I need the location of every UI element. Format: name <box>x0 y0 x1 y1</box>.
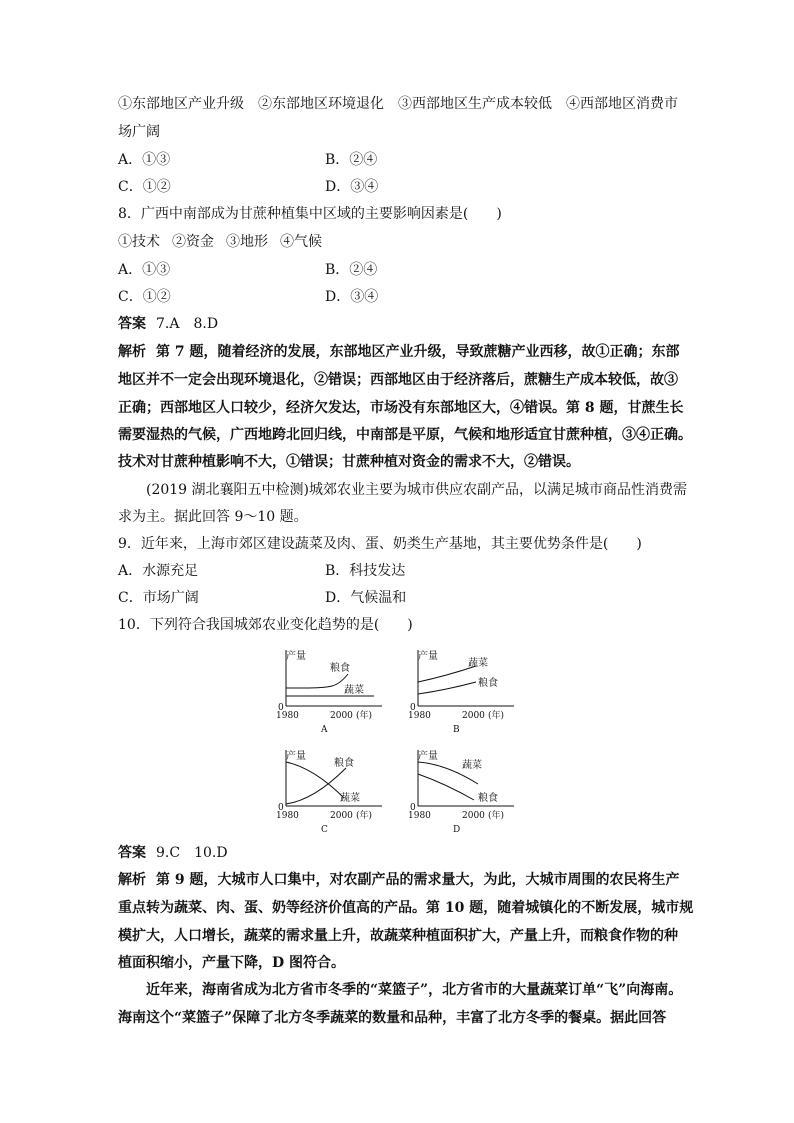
q8-option-4: ④气候 <box>280 234 322 250</box>
chart-d-label: D <box>453 825 461 835</box>
chart-d-tick-1980: 1980 <box>408 811 431 821</box>
chart-b-tick-1980: 1980 <box>408 711 431 721</box>
q8-choice-d: D．③④ <box>325 289 379 305</box>
explanation-9-10-line-4: 植面积缩小，产量下降，D 图符合。 <box>118 955 346 971</box>
explanation-9-10-line-2: 重点转为蔬菜、肉、蛋、奶等经济价值高的产品。第 10 题，随着城镇化的不断发展，城市规 <box>118 900 694 916</box>
chart-d-origin: 0 <box>410 803 416 813</box>
chart-b-ylabel: 产量 <box>418 651 438 662</box>
chart-b-series-veg-label: 蔬菜 <box>468 658 488 669</box>
q10-title: 10．下列符合我国城郊农业变化趋势的是( ) <box>118 617 413 633</box>
chart-d-tick-2000: 2000 <box>462 811 485 821</box>
q7-choice-c: C．①② <box>118 179 171 195</box>
chart-c-series-grain-label: 粮食 <box>334 758 354 769</box>
chart-b-xlabel: (年) <box>488 711 505 721</box>
chart-a-ylabel: 产量 <box>286 651 306 662</box>
answer-9-10 <box>118 843 228 863</box>
q7-choice-d: D．③④ <box>325 179 379 195</box>
q7-option-4: ④西部地区消费市 <box>566 96 678 112</box>
q9-choice-c: C．市场广阔 <box>118 590 199 606</box>
chart-c-series-veg <box>286 768 346 804</box>
chart-a-series-grain <box>286 674 348 688</box>
explanation-7-8-line-3: 正确；西部地区人口较少，经济欠发达，市场没有东部地区大，④错误。第 8 题，甘蔗生长 <box>118 400 684 416</box>
answer-text: 7.A 8.D <box>156 316 219 332</box>
chart-d-ylabel: 产量 <box>418 751 438 762</box>
q9-title: 9．近年来，上海市郊区建设蔬菜及肉、蛋、奶类生产基地，其主要优势条件是( ) <box>118 536 642 552</box>
explanation-7-8-line-2: 地区并不一定会出现环境退化，②错误；西部地区由于经济落后，蔗糖生产成本较低，故③ <box>118 372 678 388</box>
q7-option-3: ③西部地区生产成本较低 <box>398 96 552 112</box>
chart-d-series-grain <box>418 774 474 800</box>
chart-c-origin: 0 <box>278 803 284 813</box>
chart-b-origin: 0 <box>410 703 416 713</box>
q8-choice-a: A．①③ <box>118 262 171 278</box>
q9-choice-b: B．科技发达 <box>325 563 406 579</box>
explanation-7-8-line-5: 技术对甘蔗种植影响不大，①错误；甘蔗种植对资金的需求不大，②错误。 <box>118 454 580 470</box>
explanation-tag: 解析 <box>118 872 146 888</box>
intro-9-10-line-2: 求为主。据此回答 9～10 题。 <box>118 509 308 525</box>
chart-c-series-veg-label: 蔬菜 <box>340 793 360 804</box>
q7-choice-a: A．①③ <box>118 152 171 168</box>
chart-d <box>406 744 516 836</box>
explanation-7-8-line-4: 需要湿热的气候，广西地跨北回归线，中南部是平原，气候和地形适宜甘蔗种植，③④正确。 <box>118 427 692 443</box>
chart-c <box>274 744 384 836</box>
q8-options <box>118 232 322 252</box>
chart-a-label: A <box>321 725 328 735</box>
chart-a-origin: 0 <box>278 703 284 713</box>
q7-options <box>118 94 678 114</box>
q8-title: 8．广西中南部成为甘蔗种植集中区域的主要影响因素是( ) <box>118 206 502 222</box>
q8-option-1: ①技术 <box>118 234 160 250</box>
q8-option-3: ③地形 <box>226 234 268 250</box>
chart-b <box>406 644 516 736</box>
chart-c-tick-1980: 1980 <box>276 811 299 821</box>
answer-7-8 <box>118 314 218 334</box>
q8-choice-b: B．②④ <box>325 262 378 278</box>
answer-text: 9.C 10.D <box>156 845 228 861</box>
chart-d-xlabel: (年) <box>488 811 505 821</box>
chart-b-tick-2000: 2000 <box>462 711 485 721</box>
chart-a <box>274 644 384 736</box>
chart-b-label: B <box>453 725 460 735</box>
q9-choice-d: D．气候温和 <box>325 590 407 606</box>
q7-option-1: ①东部地区产业升级 <box>118 96 244 112</box>
q7-choice-b: B．②④ <box>325 152 378 168</box>
q7-option-2: ②东部地区环境退化 <box>258 96 384 112</box>
intro-hainan-line-1: 近年来，海南省成为北方省市冬季的“菜篮子”，北方省市的大量蔬菜订单“飞”向海南。 <box>146 982 683 998</box>
chart-a-tick-1980: 1980 <box>276 711 299 721</box>
answer-tag: 答案 <box>118 316 146 332</box>
chart-c-label: C <box>321 825 328 835</box>
chart-b-series-grain <box>418 682 476 694</box>
explanation-7-8-line-1: 解析 第 7 题，随着经济的发展，东部地区产业升级，导致蔗糖产业西移，故①正确；东部 <box>118 344 680 360</box>
explanation-tag: 解析 <box>118 344 146 360</box>
answer-tag: 答案 <box>118 845 146 861</box>
q9-choice-a: A．水源充足 <box>118 563 199 579</box>
chart-a-series-veg-label: 蔬菜 <box>344 685 364 696</box>
chart-a-xlabel: (年) <box>356 711 373 721</box>
q8-option-2: ②资金 <box>172 234 214 250</box>
chart-d-series-grain-label: 粮食 <box>478 793 498 804</box>
chart-a-tick-2000: 2000 <box>330 711 353 721</box>
chart-c-ylabel: 产量 <box>286 751 306 762</box>
intro-hainan-line-2: 海南这个“菜篮子”保障了北方冬季蔬菜的数量和品种，丰富了北方冬季的餐桌。据此回答 <box>118 1010 667 1026</box>
chart-c-xlabel: (年) <box>356 811 373 821</box>
chart-a-series-grain-label: 粮食 <box>330 663 350 674</box>
chart-d-series-veg-label: 蔬菜 <box>462 760 482 771</box>
q8-choice-c: C．①② <box>118 289 171 305</box>
intro-9-10-line-1: (2019 湖北襄阳五中检测)城郊农业主要为城市供应农副产品，以满足城市商品性消费需 <box>146 482 688 498</box>
explanation-9-10-line-1: 解析 第 9 题，大城市人口集中，对农副产品的需求量大，为此，大城市周围的农民将生产 <box>118 872 680 888</box>
chart-b-series-grain-label: 粮食 <box>478 678 498 689</box>
explanation-9-10-line-3: 模扩大，人口增长，蔬菜的需求量上升，故蔬菜种植面积扩大，产量上升，而粮食作物的种 <box>118 928 678 944</box>
q7-option-cont: 场广阔 <box>118 124 160 140</box>
chart-c-tick-2000: 2000 <box>330 811 353 821</box>
